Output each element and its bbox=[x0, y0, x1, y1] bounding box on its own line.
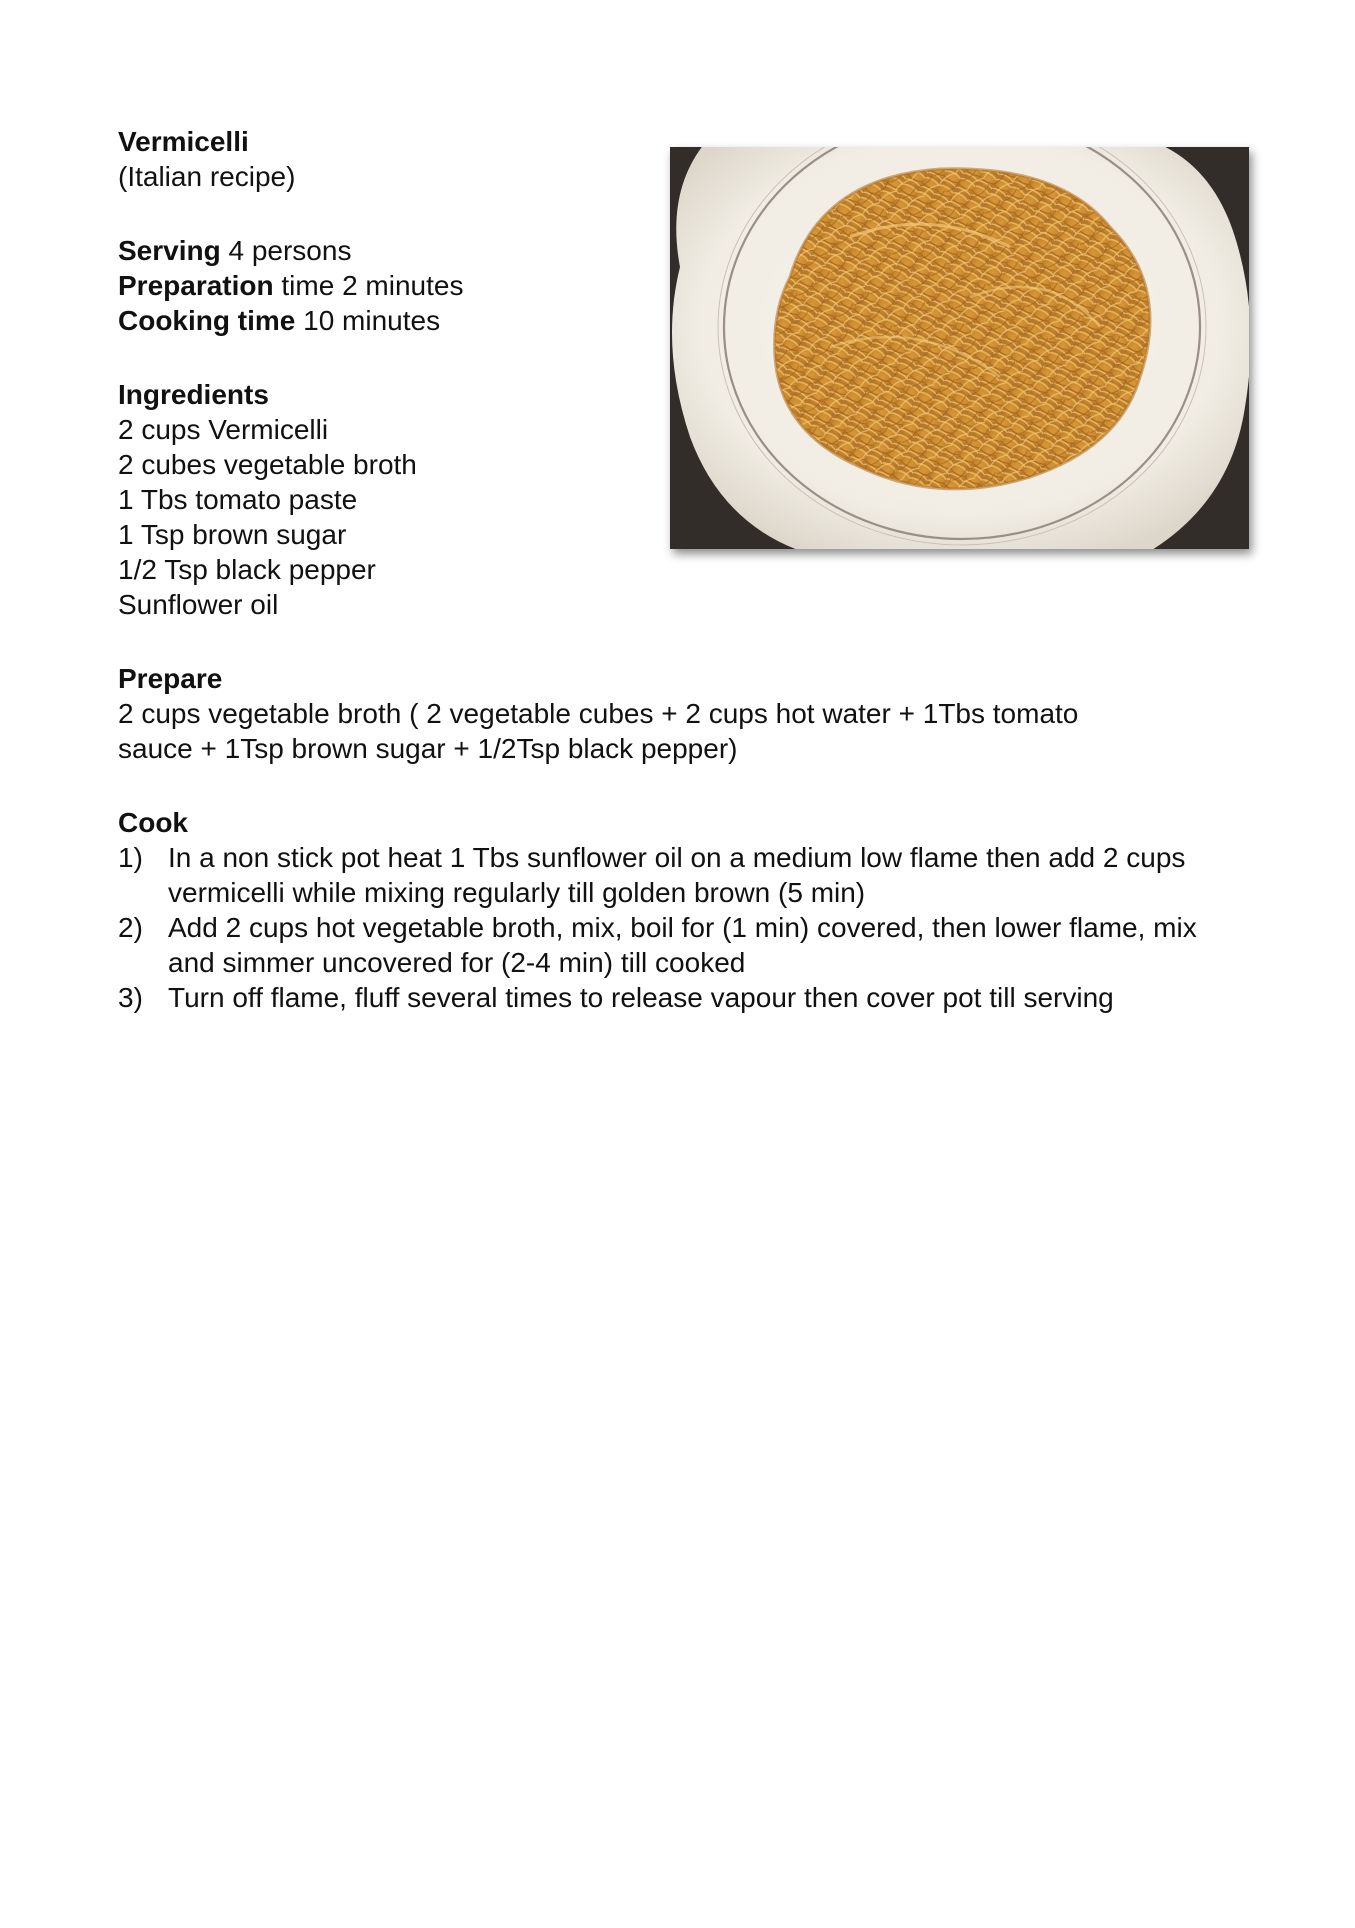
ingredients-heading: Ingredients bbox=[118, 379, 269, 410]
cook-step-number: 2) bbox=[118, 912, 143, 943]
cook-step-text: In a non stick pot heat 1 Tbs sunflower oil on a medium low flame then add 2 cups vermicelli while mixing regularly till golden brown (5 min) bbox=[168, 842, 1186, 908]
spacer bbox=[118, 622, 1248, 661]
recipe-title: Vermicelli bbox=[118, 126, 249, 157]
cook-step bbox=[118, 980, 1248, 1015]
cook-step bbox=[118, 910, 1248, 980]
vermicelli-plate-icon bbox=[670, 147, 1249, 549]
ingredient-item: 2 cubes vegetable broth bbox=[118, 449, 417, 480]
ingredient-item: Sunflower oil bbox=[118, 589, 279, 620]
ingredient-item: 2 cups Vermicelli bbox=[118, 414, 329, 445]
vermicelli-plate-photo bbox=[670, 147, 1249, 549]
cook-step-text: Turn off flame, fluff several times to release vapour then cover pot till serving bbox=[168, 982, 1114, 1013]
cook-step bbox=[118, 840, 1248, 910]
preparation-value: time 2 minutes bbox=[273, 270, 464, 301]
serving-value: 4 persons bbox=[220, 235, 352, 266]
cook-step-number: 1) bbox=[118, 842, 143, 873]
serving-label: Serving bbox=[118, 235, 221, 266]
cook-heading: Cook bbox=[118, 807, 188, 838]
ingredient-item: 1 Tsp brown sugar bbox=[118, 519, 347, 550]
prepare-line: 2 cups vegetable broth ( 2 vegetable cubes + 2 cups hot water + 1Tbs tomato bbox=[118, 698, 1079, 729]
cook-step-number: 3) bbox=[118, 982, 143, 1013]
cooking-time-value: 10 minutes bbox=[295, 305, 441, 336]
prepare-line: sauce + 1Tsp brown sugar + 1/2Tsp black pepper) bbox=[118, 733, 738, 764]
spacer bbox=[118, 766, 1248, 805]
ingredient-item: 1/2 Tsp black pepper bbox=[118, 554, 376, 585]
ingredient-item: 1 Tbs tomato paste bbox=[118, 484, 358, 515]
prepare-heading: Prepare bbox=[118, 663, 223, 694]
recipe-subtitle: (Italian recipe) bbox=[118, 161, 296, 192]
cook-step-text: Add 2 cups hot vegetable broth, mix, boil for (1 min) covered, then lower flame, mix and simmer uncovered for (2-4 min) till cooked bbox=[168, 912, 1197, 978]
preparation-label: Preparation bbox=[118, 270, 274, 301]
cooking-time-label: Cooking time bbox=[118, 305, 296, 336]
cook-steps bbox=[118, 840, 1248, 1015]
